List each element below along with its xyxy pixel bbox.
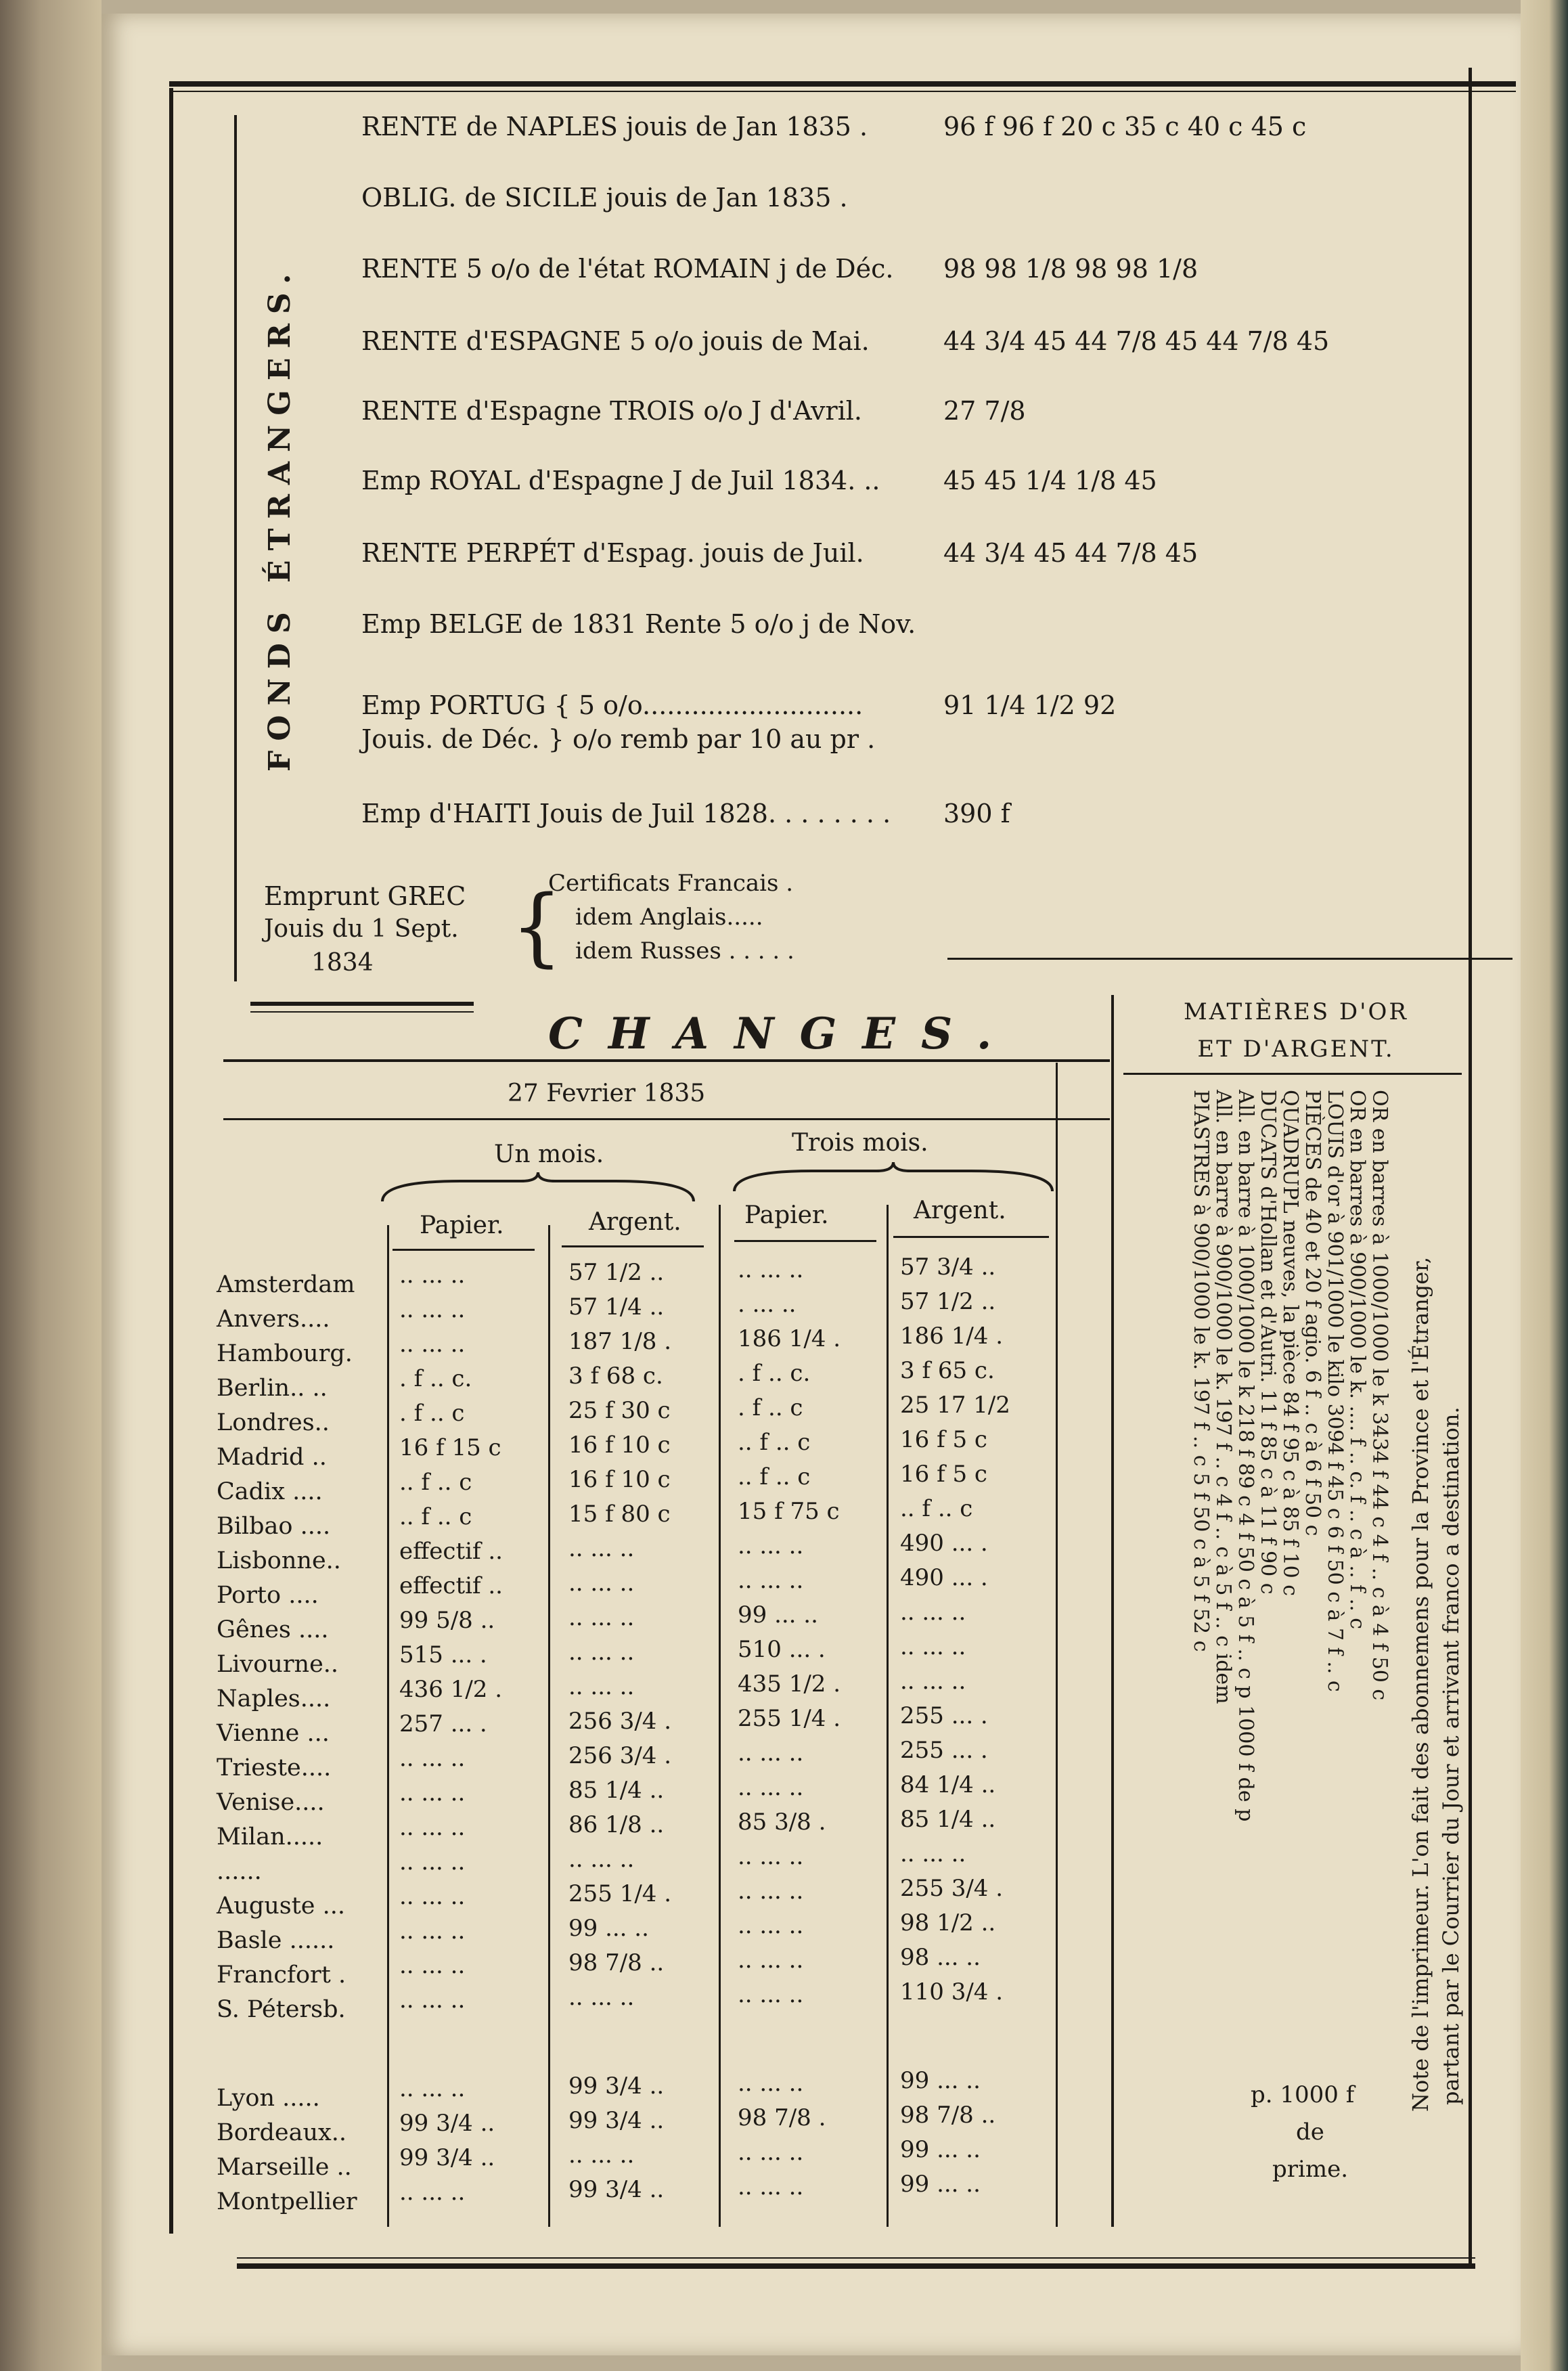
fonds-row-label: RENTE d'ESPAGNE 5 o/o jouis de Mai. [361, 326, 870, 356]
group-un-mois: Un mois. [494, 1140, 604, 1168]
rate-cell: .. ... .. [399, 2179, 466, 2206]
fonds-row-label: RENTE 5 o/o de l'état ROMAIN j de Déc. [361, 254, 894, 284]
book-gutter [0, 0, 102, 2371]
rate-cell: 436 1/2 . [399, 1676, 503, 1703]
top-rule-thin [169, 91, 1516, 92]
changes-date-rule [223, 1118, 1110, 1120]
rate-cell: .. f .. c [738, 1463, 811, 1490]
rate-cell: 186 1/4 . [738, 1325, 841, 1352]
city-label: Trieste.... [217, 1754, 332, 1781]
rate-cell: .. ... .. [399, 1296, 466, 1323]
rate-cell: 99 ... .. [568, 1915, 649, 1942]
city-label: Porto .... [217, 1582, 319, 1609]
changes-top-rule-left [250, 1002, 474, 1006]
rate-cell: .. ... .. [399, 1745, 466, 1772]
rate-cell: .. ... .. [738, 1912, 804, 1939]
changes-top-rule-left-thin [250, 1011, 474, 1013]
fonds-row-value: 96 f 96 f 20 c 35 c 40 c 45 c [943, 112, 1307, 141]
city-label: ...... [217, 1858, 262, 1885]
rate-cell: .. ... .. [738, 1567, 804, 1594]
city-label: Gênes .... [217, 1616, 329, 1643]
rate-cell: 85 1/4 .. [900, 1806, 996, 1833]
city-label: S. Pétersb. [217, 1996, 346, 2023]
brace-un-mois [379, 1171, 697, 1205]
metaux-left-rule [1111, 995, 1114, 2227]
grec-idem-rus: idem Russes . . . . . [575, 937, 794, 965]
rate-cell: .. ... .. [399, 1883, 466, 1910]
rate-cell: 25 f 30 c [568, 1397, 671, 1424]
rate-cell: .. ... .. [738, 1878, 804, 1905]
rate-cell: .. ... .. [568, 1535, 635, 1562]
imprimeur-note-2: partant par le Courrier du Jour et arrivant franco a destination. [1438, 1406, 1464, 2105]
table-col-rule-1 [387, 1225, 389, 2227]
rate-cell: .. ... .. [738, 2070, 804, 2097]
rate-cell: .. f .. c [399, 1503, 472, 1530]
changes-date: 27 Fevrier 1835 [508, 1080, 706, 1107]
rate-cell: .. ... .. [399, 1814, 466, 1841]
subheader-argent-1: Argent. [589, 1208, 681, 1236]
rate-cell: 3 f 65 c. [900, 1357, 995, 1384]
rate-cell: .. ... .. [738, 2139, 804, 2166]
grec-label-1: Emprunt GREC [264, 881, 466, 911]
rate-cell: . f .. c [399, 1400, 465, 1427]
rate-cell: . ... .. [738, 1291, 797, 1318]
grec-cert-fr: Certificats Francais . [548, 870, 794, 897]
rate-cell: 186 1/4 . [900, 1323, 1004, 1350]
rate-cell: 110 3/4 . [900, 1978, 1004, 2006]
rate-cell: 255 3/4 . [900, 1875, 1004, 1902]
rate-cell: 99 ... .. [900, 2136, 981, 2163]
metaux-line: QUADRUPL neuves, la pièce 84 f 95 c à 85 f 10 c [1278, 1090, 1302, 1597]
left-frame-rule [169, 88, 173, 2234]
rate-cell: .. ... .. [399, 1987, 466, 2014]
subheader-rule-3 [734, 1240, 876, 1242]
rate-cell: .. f .. c [399, 1469, 472, 1496]
metaux-title-rule [1123, 1073, 1462, 1075]
rate-cell: .. f .. c [900, 1495, 973, 1522]
rate-cell: .. ... .. [900, 1840, 966, 1867]
city-label: Hambourg. [217, 1340, 353, 1367]
rate-cell: 187 1/8 . [568, 1328, 672, 1355]
subheader-rule-1 [393, 1249, 535, 1251]
rate-cell: 99 ... .. [900, 2171, 981, 2198]
rate-cell: .. ... .. [399, 1918, 466, 1945]
city-label: Bilbao .... [217, 1513, 331, 1540]
rate-cell: 515 ... . [399, 1641, 487, 1668]
rate-cell: .. ... .. [738, 1843, 804, 1870]
rate-cell: 99 ... .. [738, 1601, 818, 1628]
group-trois-mois: Trois mois. [792, 1129, 928, 1157]
rate-cell: effectif .. [399, 1572, 503, 1599]
rate-cell: 85 1/4 .. [568, 1777, 665, 1804]
printed-page [102, 14, 1521, 2355]
metaux-line: All. en barre à 900/1000 le k. 197 f .. c 4 f .. c à 5 f .. c idem [1211, 1090, 1235, 1704]
fonds-row-label: Emp d'HAITI Jouis de Juil 1828. . . . . . . . [361, 799, 891, 828]
rate-cell: 255 1/4 . [738, 1705, 841, 1732]
rate-cell: .. ... .. [568, 1604, 635, 1631]
top-rule [169, 81, 1516, 87]
rate-cell: .. ... .. [738, 2173, 804, 2200]
rate-cell: .. ... .. [568, 1846, 635, 1873]
subheader-rule-4 [893, 1236, 1049, 1238]
rate-cell: 257 ... . [399, 1710, 487, 1737]
fonds-row-label: RENTE de NAPLES jouis de Jan 1835 . [361, 112, 868, 141]
rate-cell: . f .. c [738, 1394, 803, 1421]
city-label: Bordeaux.. [217, 2119, 347, 2146]
metaux-title-2: ET D'ARGENT. [1197, 1036, 1395, 1063]
show-through-text [1218, 122, 1568, 1137]
rate-cell: 255 1/4 . [568, 1880, 672, 1907]
rate-cell: 99 3/4 .. [399, 2144, 495, 2171]
grec-label-3: 1834 [311, 949, 374, 977]
metaux-prime-1: p. 1000 f [1251, 2081, 1355, 2108]
rate-cell: 15 f 80 c [568, 1501, 671, 1528]
rate-cell: 98 ... .. [900, 1944, 981, 1971]
rate-cell: 85 3/8 . [738, 1809, 826, 1836]
fonds-row-label: Emp PORTUG { 5 o/o........................... [361, 690, 864, 720]
rate-cell: .. ... .. [399, 1779, 466, 1807]
metaux-line: LOUIS d'or à 901/1000 le kilo 3094 f 45 c 6 f 50 c à 7 f .. c [1323, 1090, 1347, 1692]
fonds-row-value: 45 45 1/4 1/8 45 [943, 466, 1157, 495]
fonds-row-value: 27 7/8 [943, 396, 1026, 426]
rate-cell: 16 f 10 c [568, 1432, 671, 1459]
table-col-rule-3 [719, 1205, 721, 2227]
rate-cell: . f .. c. [399, 1365, 472, 1392]
city-label: Vienne ... [217, 1720, 330, 1747]
metaux-line: All. en barre à 1000/1000 le k 218 f 89 c 4 f 50 c à 5 f .. c p 1000 f de p [1234, 1090, 1257, 1822]
subheader-papier-2: Papier. [744, 1201, 829, 1229]
metaux-line: OR en barres à 1000/1000 le k 3434 f 44 c 4 f .. c à 4 f 50 c [1368, 1090, 1391, 1701]
city-label: Cadix .... [217, 1478, 323, 1505]
rate-cell: 99 ... .. [900, 2067, 981, 2094]
rate-cell: 490 ... . [900, 1530, 988, 1557]
rate-cell: 98 7/8 . [738, 2104, 826, 2131]
city-label: Marseille .. [217, 2154, 352, 2181]
rate-cell: 256 3/4 . [568, 1742, 672, 1769]
metaux-line: PIÈCES de 40 et 20 f agio. 6 f .. c à 6 f 50 c [1301, 1090, 1324, 1536]
rate-cell: 25 17 1/2 [900, 1392, 1010, 1419]
right-frame-rule [1469, 68, 1472, 2267]
rate-cell: 57 1/4 .. [568, 1293, 665, 1321]
rate-cell: 255 ... . [900, 1737, 988, 1764]
fonds-bottom-rule [947, 958, 1513, 960]
rate-cell: 16 f 5 c [900, 1461, 987, 1488]
rate-cell: 98 7/8 .. [900, 2102, 996, 2129]
fonds-row-label: OBLIG. de SICILE jouis de Jan 1835 . [361, 183, 848, 213]
rate-cell: 57 1/2 .. [568, 1259, 665, 1286]
fonds-row-label: RENTE d'Espagne TROIS o/o J d'Avril. [361, 396, 862, 426]
rate-cell: .. ... .. [399, 2075, 466, 2102]
rate-cell: 98 7/8 .. [568, 1949, 665, 1976]
rate-cell: 99 3/4 .. [568, 2073, 665, 2100]
city-label: Amsterdam [217, 1271, 355, 1298]
rate-cell: .. ... .. [900, 1633, 966, 1660]
brace-trois-mois [731, 1161, 1056, 1195]
changes-title-underline [223, 1059, 1110, 1062]
city-label: Milan..... [217, 1823, 323, 1851]
city-label: Francfort . [217, 1962, 346, 1989]
rate-cell: 86 1/8 .. [568, 1811, 665, 1838]
rate-cell: .. ... .. [738, 1256, 804, 1283]
rate-cell: 490 ... . [900, 1564, 988, 1591]
rate-cell: 99 3/4 .. [399, 2110, 495, 2137]
rate-cell: 16 f 15 c [399, 1434, 501, 1461]
rate-cell: .. ... .. [399, 1848, 466, 1876]
city-label: Auguste ... [217, 1892, 346, 1920]
metaux-prime-3: prime. [1272, 2156, 1349, 2183]
fonds-etrangers-label: FONDS ÉTRANGERS. [263, 264, 297, 772]
city-label: Anvers.... [217, 1306, 330, 1333]
subheader-rule-2 [562, 1245, 704, 1247]
metaux-line: PIASTRES à 900/1000 le k. 197 f .. c 5 f 50 c à 5 f 52 c [1189, 1090, 1213, 1652]
rate-cell: .. ... .. [568, 1984, 635, 2011]
fonds-row-label: Emp ROYAL d'Espagne J de Juil 1834. .. [361, 466, 880, 495]
rate-cell: 510 ... . [738, 1636, 826, 1663]
fonds-row-label: RENTE PERPÉT d'Espag. jouis de Juil. [361, 538, 864, 568]
rate-cell: 16 f 5 c [900, 1426, 987, 1453]
city-label: Berlin.. .. [217, 1375, 328, 1402]
bottom-rule [237, 2263, 1475, 2269]
imprimeur-note-1: Note de l'imprimeur. L'on fait des abonnemens pour la Province et l'Étranger, [1408, 1256, 1433, 2112]
rate-cell: 57 1/2 .. [900, 1288, 996, 1315]
rate-cell: .. ... .. [738, 1981, 804, 2008]
fonds-row-label: Emp BELGE de 1831 Rente 5 o/o j de Nov. [361, 609, 916, 639]
rate-cell: 3 f 68 c. [568, 1362, 663, 1390]
rate-cell: .. ... .. [900, 1668, 966, 1695]
rate-cell: .. ... .. [738, 1532, 804, 1559]
city-label: Lyon ..... [217, 2085, 320, 2112]
rate-cell: .. f .. c [738, 1429, 811, 1456]
rate-cell: .. ... .. [738, 1774, 804, 1801]
rate-cell: 84 1/4 .. [900, 1771, 996, 1798]
fonds-row-value: 98 98 1/8 98 98 1/8 [943, 254, 1199, 284]
changes-title: CHANGES. [548, 1009, 1018, 1059]
rate-cell: .. ... .. [568, 1639, 635, 1666]
city-label: Lisbonne.. [217, 1547, 341, 1574]
rate-cell: . f .. c. [738, 1360, 811, 1387]
rate-cell: .. ... .. [399, 1331, 466, 1358]
metaux-title-1: MATIÈRES D'OR [1183, 998, 1409, 1025]
table-col-rule-5 [1056, 1063, 1058, 2227]
subheader-argent-2: Argent. [914, 1197, 1006, 1224]
metaux-prime-2: de [1296, 2119, 1324, 2146]
rate-cell: 435 1/2 . [738, 1670, 841, 1698]
rate-cell: 57 3/4 .. [900, 1254, 996, 1281]
rate-cell: 99 5/8 .. [399, 1607, 495, 1634]
rate-cell: 99 3/4 .. [568, 2176, 665, 2203]
table-col-rule-4 [887, 1205, 889, 2227]
grec-label-2: Jouis du 1 Sept. [264, 915, 459, 943]
city-label: Naples.... [217, 1685, 331, 1712]
rate-cell: .. ... .. [568, 2142, 635, 2169]
metaux-line: DUCATS d'Hollan et d'Autri. 11 f 85 c à 11 f 90 c [1256, 1090, 1280, 1595]
bottom-rule-thin [237, 2257, 1475, 2259]
subheader-papier-1: Papier. [420, 1212, 504, 1239]
rate-cell: 16 f 10 c [568, 1466, 671, 1493]
rate-cell: .. ... .. [568, 1673, 635, 1700]
city-label: Londres.. [217, 1409, 330, 1436]
fonds-row-label: Jouis. de Déc. } o/o remb par 10 au pr . [361, 724, 876, 754]
grec-idem-ang: idem Anglais..... [575, 904, 763, 931]
city-label: Madrid .. [217, 1444, 327, 1471]
rate-cell: 255 ... . [900, 1702, 988, 1729]
rate-cell: .. ... .. [738, 1740, 804, 1767]
rate-cell: .. ... .. [900, 1599, 966, 1626]
city-label: Montpellier [217, 2188, 357, 2215]
fonds-row-value: 44 3/4 45 44 7/8 45 [943, 538, 1199, 568]
fonds-row-value: 44 3/4 45 44 7/8 45 44 7/8 45 [943, 326, 1330, 356]
city-label: Venise.... [217, 1789, 325, 1816]
metaux-line: OR en barres à 900/1000 le k. .... f .. c. f .. c à .. f .. c [1345, 1090, 1369, 1630]
fonds-row-value: 390 f [943, 799, 1010, 828]
fonds-row-value: 91 1/4 1/2 92 [943, 690, 1117, 720]
fonds-separator [234, 115, 237, 981]
rate-cell: .. ... .. [568, 1570, 635, 1597]
rate-cell: 98 1/2 .. [900, 1909, 996, 1936]
grec-brace: { [511, 877, 563, 977]
rate-cell: .. ... .. [399, 1952, 466, 1979]
table-col-rule-2 [548, 1225, 550, 2227]
rate-cell: .. ... .. [738, 1947, 804, 1974]
rate-cell: effectif .. [399, 1538, 503, 1565]
city-label: Livourne.. [217, 1651, 339, 1678]
rate-cell: .. ... .. [399, 1262, 466, 1289]
rate-cell: 99 3/4 .. [568, 2107, 665, 2134]
rate-cell: 15 f 75 c [738, 1498, 840, 1525]
rate-cell: 256 3/4 . [568, 1708, 672, 1735]
city-label: Basle ...... [217, 1927, 335, 1954]
